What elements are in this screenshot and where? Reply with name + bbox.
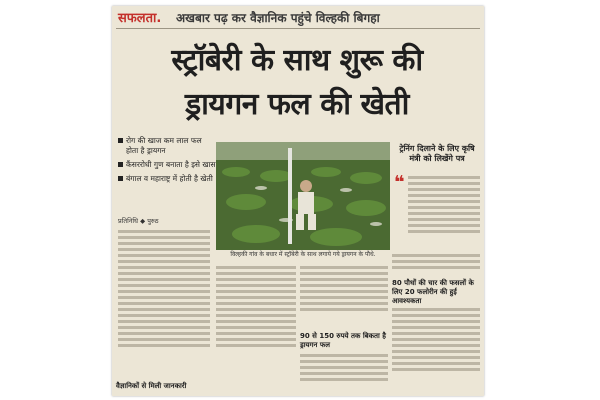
side-story-text — [408, 174, 480, 248]
bullet-list — [118, 136, 216, 188]
quote-mark-icon: ❝ — [394, 172, 405, 193]
sub-heading: 90 से 150 रुपये तक बिकता है ड्रायगन फल — [300, 332, 387, 349]
body-column-4-top — [392, 252, 480, 276]
body-column-1 — [118, 228, 210, 378]
strawberry-field-photo — [216, 142, 390, 250]
kicker-rule — [116, 28, 480, 29]
body-column-4 — [392, 306, 480, 392]
bullet-item — [118, 160, 216, 170]
headline-line-2: ड्रायगन फल की खेती — [185, 87, 409, 122]
bullet-item — [118, 174, 216, 184]
body-column-3 — [300, 264, 388, 328]
highlight-text: 80 पौधों की चार की फसलों के लिए 20 फलोरीन की हुई आवश्यकता — [392, 279, 474, 305]
body-column-3b — [300, 352, 388, 392]
bullet-square-icon — [118, 138, 123, 143]
body-column-2 — [216, 264, 296, 378]
photo-caption: विल्हकी गांव के बधार में स्ट्रॉबेरी के साथ लगाये गये ड्रायगन के पौधे. — [230, 251, 376, 258]
bullet-item — [118, 136, 216, 156]
byline: प्रतिनिधि ◆ पुरुठ — [118, 217, 159, 225]
bullet-text: कैंसररोधी गुण बनाता है इसे खास — [126, 160, 216, 169]
bottom-heading: वैज्ञानिकों से मिली जानकारी — [116, 382, 187, 390]
bullet-square-icon — [118, 162, 123, 167]
bullet-square-icon — [118, 176, 123, 181]
field-illustration — [216, 142, 390, 250]
kicker-text: अखबार पढ़ कर वैज्ञानिक पहुंचे विल्हकी बिगहा — [176, 11, 380, 25]
bullet-text: बंगाल व महाराष्ट्र में होती है खेती — [126, 174, 213, 183]
newspaper-clipping — [112, 6, 484, 396]
bullet-text: रोग की खाज कम लाल फल होता है ड्रायगन — [126, 136, 202, 155]
side-story-title: ट्रेनिंग दिलाने के लिए कृषि मंत्री को लिखेंगे पत्र — [399, 144, 475, 163]
headline-line-1: स्ट्रॉबेरी के साथ शुरू की — [171, 43, 423, 78]
kicker-label: सफलता. — [118, 11, 162, 26]
